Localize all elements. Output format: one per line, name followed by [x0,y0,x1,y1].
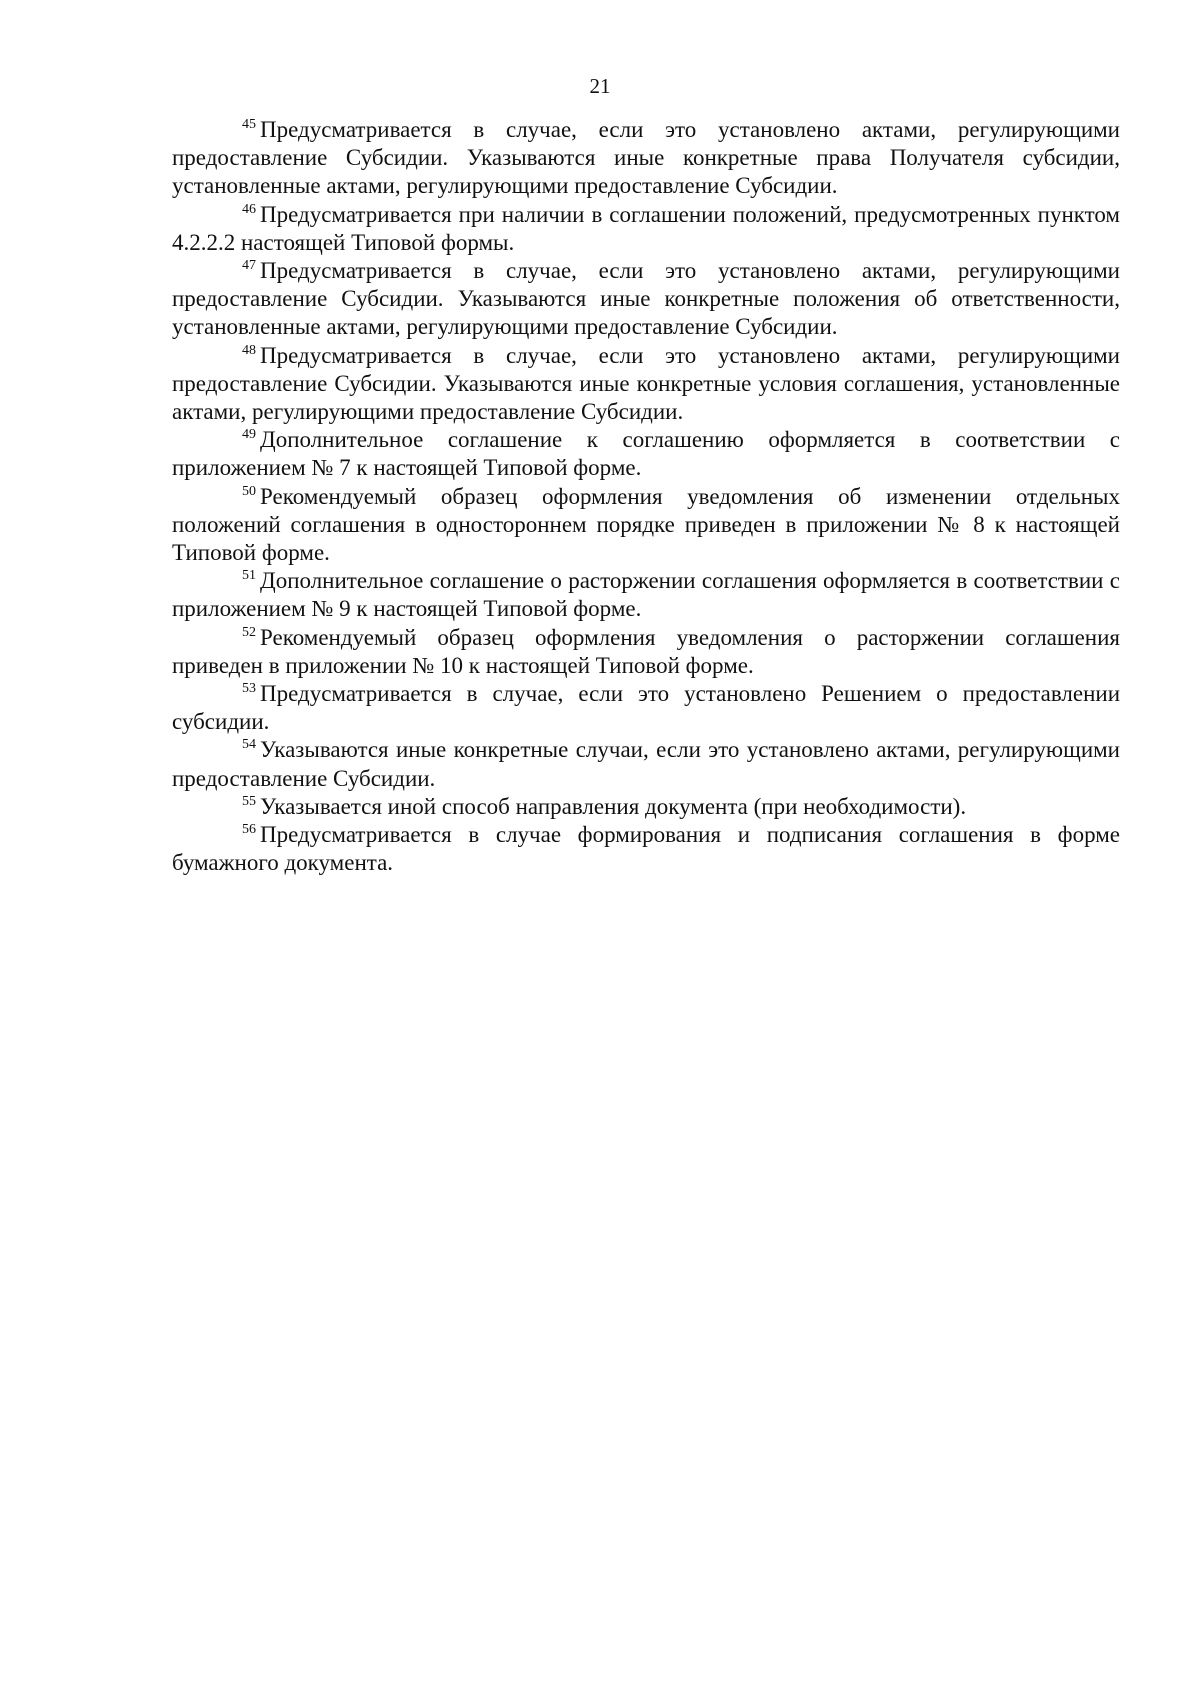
footnote-marker: 45 [242,117,256,132]
footnote-50 [172,483,1120,568]
footnote-text: Дополнительное соглашение о расторжении соглашения оформляется в соответствии с приложением № 9 к настоящей Типовой форме. [172,568,1120,622]
footnote-text: Предусматривается в случае, если это установлено Решением о предоставлении субсидии. [172,681,1120,735]
footnote-marker: 54 [242,737,256,753]
footnote-marker: 46 [242,201,256,217]
footnote-text: Рекомендуемый образец оформления уведомления о расторжении соглашения приведен в приложении № 10 к настоящей Типовой форме. [172,624,1120,678]
footnote-marker: 52 [242,624,256,640]
footnote-55 [172,793,1120,821]
footnote-52 [172,624,1120,680]
footnote-text: Предусматривается при наличии в соглашении положений, предусмотренных пунктом 4.2.2.2 настоящей Типовой формы. [172,201,1120,255]
footnote-text: Предусматривается в случае, если это установлено актами, регулирующими предоставление Субсидии. Указываются иные конкретные права Получателя субсидии, установленные актами, регулирующими предоставление Субсидии. [172,117,1120,199]
footnote-text: Предусматривается в случае формирования и подписания соглашения в форме бумажного документа. [172,822,1120,876]
footnote-48 [172,342,1120,427]
footnote-marker: 48 [242,342,256,358]
footnote-text: Предусматривается в случае, если это установлено актами, регулирующими предоставление Субсидии. Указываются иные конкретные положения об ответственности, установленные актами, регулирующими предоставление Субсидии. [172,258,1120,340]
footnote-marker: 56 [242,822,256,838]
footnote-49 [172,426,1120,482]
footnote-53 [172,680,1120,736]
footnote-54 [172,736,1120,792]
footnote-marker: 50 [242,483,256,499]
footnote-56 [172,821,1120,877]
footnote-marker: 47 [242,258,256,274]
page-number: 21 [589,74,611,98]
footnote-marker: 55 [242,793,256,809]
footnote-text: Предусматривается в случае, если это установлено актами, регулирующими предоставление Субсидии. Указываются иные конкретные условия соглашения, установленные актами, регулирующими предоставление Субсидии. [172,342,1120,425]
footnote-marker: 53 [242,681,256,697]
footnotes-list [172,116,1120,877]
footnote-marker: 51 [242,568,256,584]
footnote-text: Указываются иные конкретные случаи, если это установлено актами, регулирующими предоставление Субсидии. [172,737,1120,791]
footnote-marker: 49 [242,427,256,443]
footnote-46 [172,201,1120,257]
footnote-45 [172,116,1120,201]
footnote-text: Указывается иной способ направления документа (при необходимости). [260,793,967,819]
footnote-text: Дополнительное соглашение к соглашению оформляется в соответствии с приложением № 7 к настоящей Типовой форме. [172,427,1120,481]
footnote-47 [172,257,1120,342]
footnote-text: Рекомендуемый образец оформления уведомления об изменении отдельных положений соглашения в одностороннем порядке приведен в приложении № 8 к настоящей Типовой форме. [172,483,1120,566]
footnote-51 [172,567,1120,623]
